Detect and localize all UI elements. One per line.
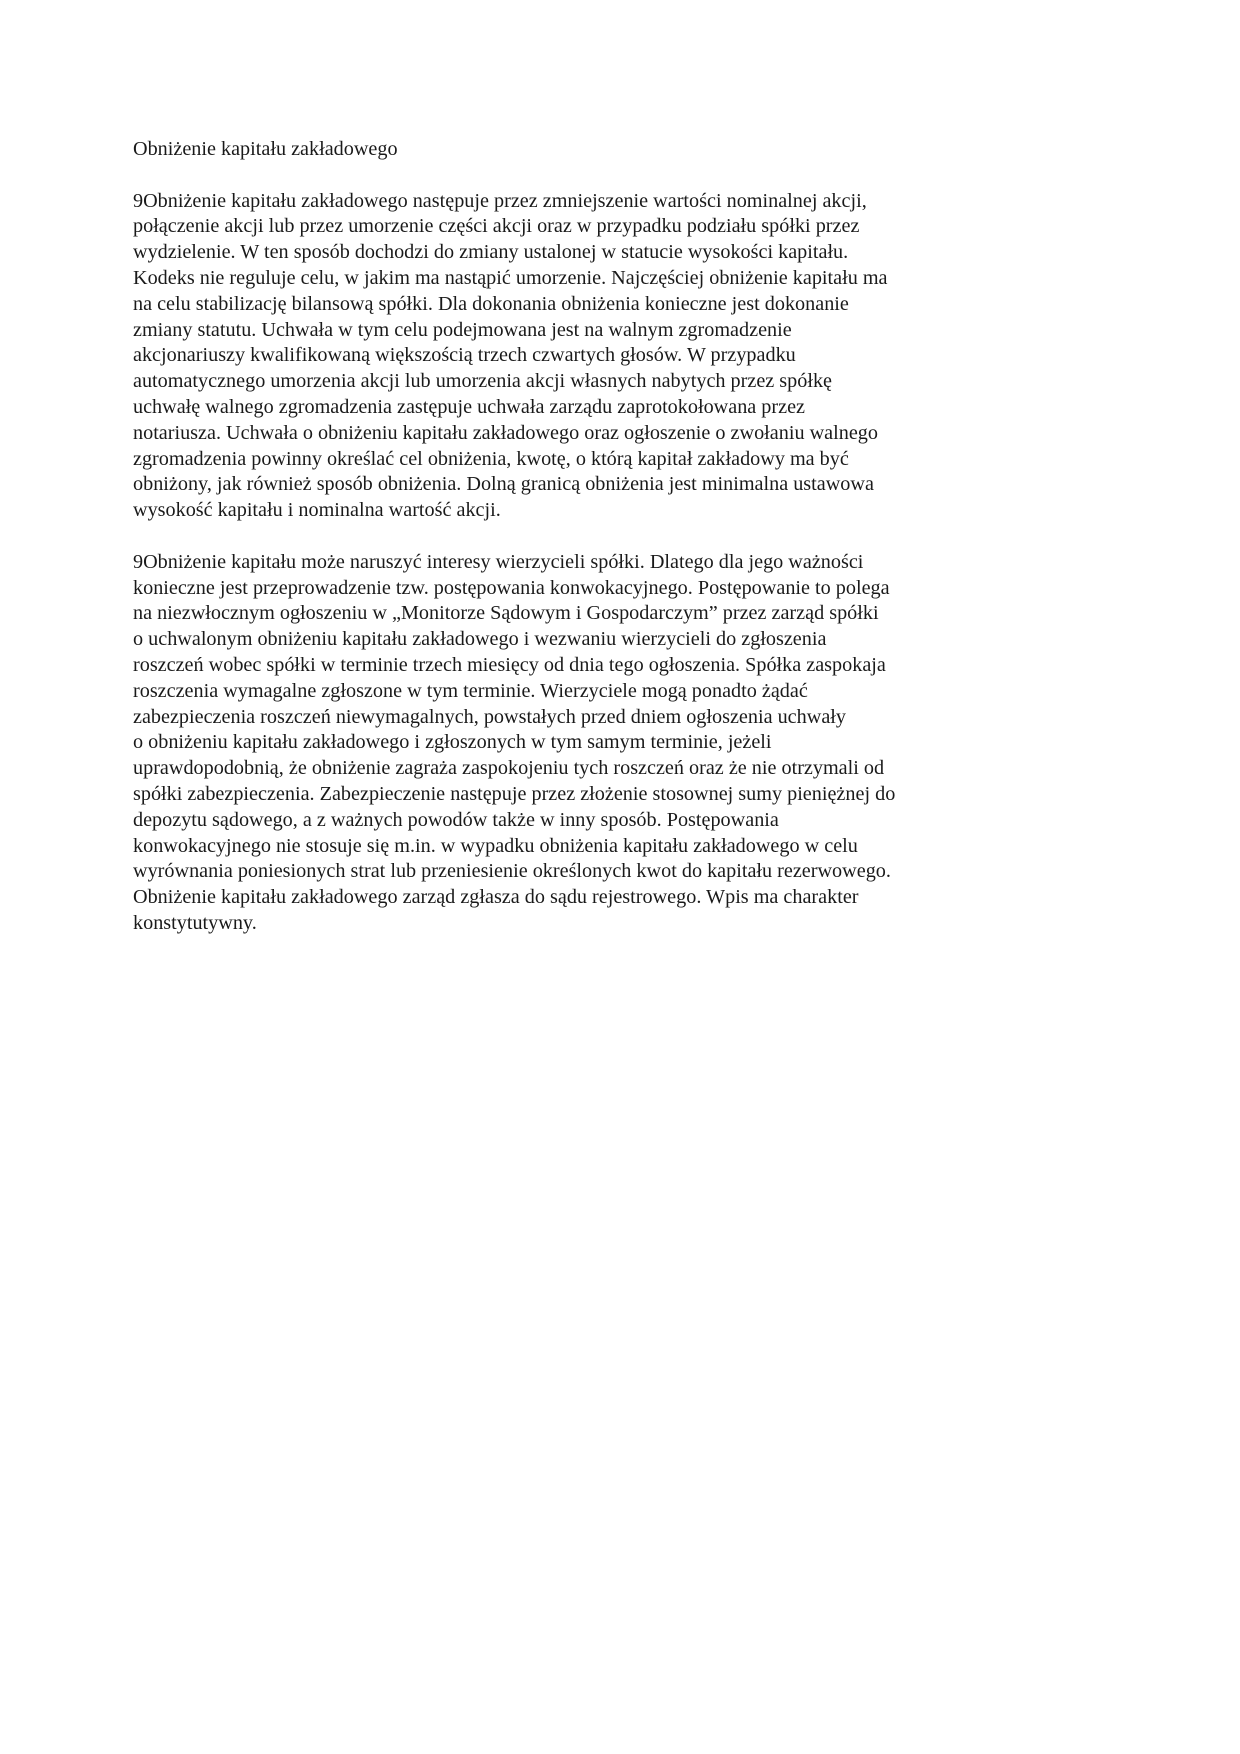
text-line: konieczne jest przeprowadzenie tzw. postępowania konwokacyjnego. Postępowanie to polega — [133, 576, 890, 599]
text-line: 9Obniżenie kapitału zakładowego następuje przez zmniejszenie wartości nominalnej akcji, — [133, 189, 867, 212]
text-line: Obniżenie kapitału zakładowego zarząd zgłasza do sądu rejestrowego. Wpis ma charakter — [133, 886, 859, 909]
paragraph-2 — [133, 550, 1013, 937]
text-line: uprawdopodobnią, że obniżenie zagraża zaspokojeniu tych roszczeń oraz że nie otrzymali od — [133, 757, 885, 780]
text-line: 9Obniżenie kapitału może naruszyć interesy wierzycieli spółki. Dlatego dla jego ważności — [133, 550, 864, 573]
paragraph-1 — [133, 189, 1013, 524]
text-line: depozytu sądowego, a z ważnych powodów także w inny sposób. Postępowania — [133, 808, 779, 831]
text-line: połączenie akcji lub przez umorzenie części akcji oraz w przypadku podziału spółki przez — [133, 215, 860, 238]
text-line: konstytutywny. — [133, 911, 257, 934]
text-line: obniżony, jak również sposób obniżenia. Dolną granicą obniżenia jest minimalna ustawowa — [133, 473, 874, 496]
text-line: notariusza. Uchwała o obniżeniu kapitału zakładowego oraz ogłoszenie o zwołaniu walnego — [133, 421, 878, 444]
text-line: o uchwalonym obniżeniu kapitału zakładowego i wezwaniu wierzycieli do zgłoszenia — [133, 628, 827, 651]
text-line: zmiany statutu. Uchwała w tym celu podejmowana jest na walnym zgromadzenie — [133, 318, 792, 341]
text-line: o obniżeniu kapitału zakładowego i zgłoszonych w tym samym terminie, jeżeli — [133, 731, 772, 754]
text-line: automatycznego umorzenia akcji lub umorzenia akcji własnych nabytych przez spółkę — [133, 370, 833, 393]
text-line: uchwałę walnego zgromadzenia zastępuje uchwała zarządu zaprotokołowana przez — [133, 395, 806, 418]
text-line: zabezpieczenia roszczeń niewymagalnych, powstałych przed dniem ogłoszenia uchwały — [133, 705, 846, 728]
text-line: na niezwłocznym ogłoszeniu w „Monitorze Sądowym i Gospodarczym” przez zarząd spółki — [133, 602, 879, 625]
text-line: akcjonariuszy kwalifikowaną większością trzech czwartych głosów. W przypadku — [133, 344, 796, 367]
text-line: roszczenia wymagalne zgłoszone w tym terminie. Wierzyciele mogą ponadto żądać — [133, 679, 808, 702]
text-line: wydzielenie. W ten sposób dochodzi do zmiany ustalonej w statucie wysokości kapitału. — [133, 241, 849, 264]
text-line: Kodeks nie reguluje celu, w jakim ma nastąpić umorzenie. Najczęściej obniżenie kapitału ma — [133, 266, 888, 289]
text-line: na celu stabilizację bilansową spółki. Dla dokonania obniżenia konieczne jest dokonanie — [133, 292, 849, 315]
text-line: konwokacyjnego nie stosuje się m.in. w wypadku obniżenia kapitału zakładowego w celu — [133, 834, 858, 857]
text-line: zgromadzenia powinny określać cel obniżenia, kwotę, o którą kapitał zakładowy ma być — [133, 447, 849, 470]
text-line: spółki zabezpieczenia. Zabezpieczenie następuje przez złożenie stosownej sumy pieniężnej do — [133, 782, 896, 805]
text-line: wyrównania poniesionych strat lub przeniesienie określonych kwot do kapitału rezerwowego. — [133, 860, 891, 883]
text-line: roszczeń wobec spółki w terminie trzech miesięcy od dnia tego ogłoszenia. Spółka zaspokaja — [133, 653, 886, 676]
text-line: wysokość kapitału i nominalna wartość akcji. — [133, 499, 501, 522]
document-title: Obniżenie kapitału zakładowego — [133, 138, 398, 160]
document-body — [133, 137, 1013, 963]
